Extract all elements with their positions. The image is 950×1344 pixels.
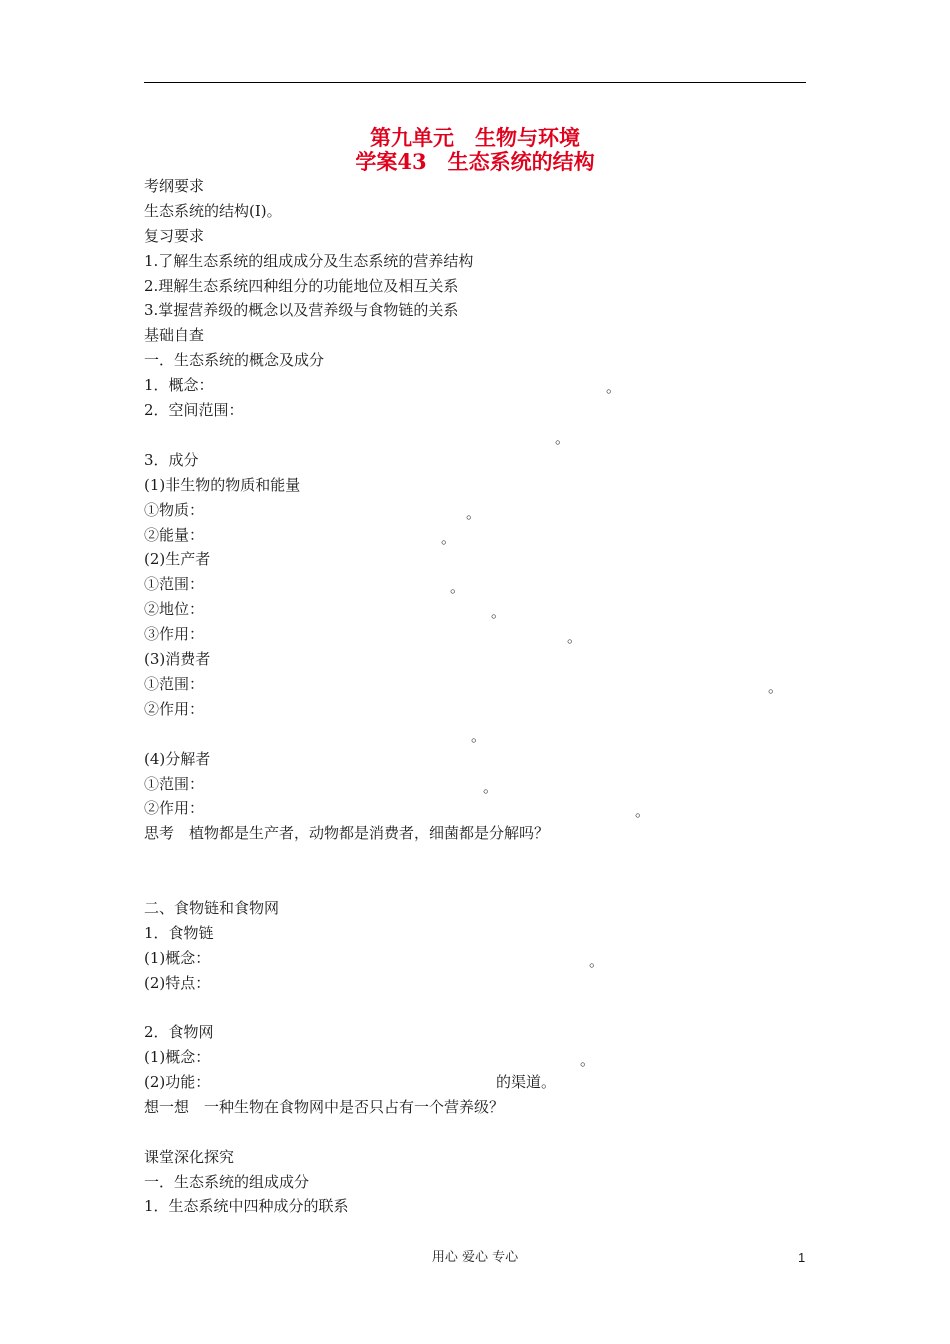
consumer-range-line: ①范围： — [144, 675, 205, 693]
food-chain-heading: 1．食物链 — [144, 924, 214, 942]
unit-title: 第九单元 生物与环境 — [370, 125, 580, 150]
blank-end-mark: 。 — [635, 802, 651, 820]
food-web-function-line: (2)功能： — [144, 1073, 211, 1091]
producer-role-line: ③作用： — [144, 625, 205, 643]
food-chain-concept-line: (1)概念： — [144, 949, 211, 967]
producer-status-line: ②地位： — [144, 600, 205, 618]
footer-motto: 用心 爱心 专心 — [431, 1250, 519, 1265]
blank-end-mark: 。 — [589, 952, 605, 970]
lesson-title: 学案43 生态系统的结构 — [355, 149, 595, 174]
abiotic-heading: (1)非生物的物质和能量 — [144, 476, 301, 494]
blank-end-mark: 。 — [471, 727, 487, 745]
blank-end-mark: 。 — [580, 1051, 596, 1069]
page-number: 1 — [798, 1250, 806, 1265]
blank-end-mark: 。 — [768, 678, 784, 696]
inquiry-subheading: 一．生态系统的组成成分 — [144, 1173, 310, 1191]
blank-end-mark: 。 — [466, 504, 482, 522]
producer-heading: (2)生产者 — [144, 550, 211, 568]
channel-suffix: 的渠道。 — [496, 1073, 557, 1091]
subsection-heading-food-web: 二、食物链和食物网 — [144, 899, 280, 917]
food-chain-feature-line: (2)特点： — [144, 974, 211, 992]
consumer-role-line: ②作用： — [144, 700, 205, 718]
blank-end-mark: 。 — [483, 778, 499, 796]
consumer-heading: (3)消费者 — [144, 650, 211, 668]
section-heading-syllabus: 考纲要求 — [144, 177, 205, 195]
section-heading-inquiry: 课堂深化探究 — [144, 1148, 235, 1166]
section-heading-review: 复习要求 — [144, 227, 205, 245]
syllabus-item: 生态系统的结构(Ⅰ)。 — [144, 202, 282, 220]
think-question: 思考 植物都是生产者，动物都是消费者，细菌都是分解吗？ — [144, 824, 550, 842]
review-item-2: 2.理解生态系统四种组分的功能地位及相互关系 — [144, 277, 459, 295]
food-web-concept-line: (1)概念： — [144, 1048, 211, 1066]
blank-end-mark: 。 — [491, 603, 507, 621]
decomposer-range-line: ①范围： — [144, 775, 205, 793]
spatial-range-line: 2．空间范围： — [144, 401, 244, 419]
section-heading-basics: 基础自查 — [144, 326, 205, 344]
review-item-1: 1.了解生态系统的组成成分及生态系统的营养结构 — [144, 252, 474, 270]
decomposer-role-line: ②作用： — [144, 799, 205, 817]
inquiry-item: 1．生态系统中四种成分的联系 — [144, 1197, 349, 1215]
blank-end-mark: 。 — [441, 529, 457, 547]
concept-line: 1．概念： — [144, 376, 214, 394]
blank-end-mark: 。 — [567, 628, 583, 646]
think-question-2: 想一想 一种生物在食物网中是否只占有一个营养级？ — [144, 1098, 505, 1116]
header-rule — [144, 82, 806, 83]
food-web-heading: 2．食物网 — [144, 1023, 214, 1041]
energy-line: ②能量： — [144, 526, 205, 544]
blank-end-mark: 。 — [450, 578, 466, 596]
matter-line: ①物质： — [144, 501, 205, 519]
producer-range-line: ①范围： — [144, 575, 205, 593]
components-line: 3．成分 — [144, 451, 199, 469]
blank-end-mark: 。 — [555, 429, 571, 447]
subsection-heading: 一．生态系统的概念及成分 — [144, 351, 325, 369]
decomposer-heading: (4)分解者 — [144, 750, 211, 768]
review-item-3: 3.掌握营养级的概念以及营养级与食物链的关系 — [144, 301, 459, 319]
blank-end-mark: 。 — [606, 378, 622, 396]
